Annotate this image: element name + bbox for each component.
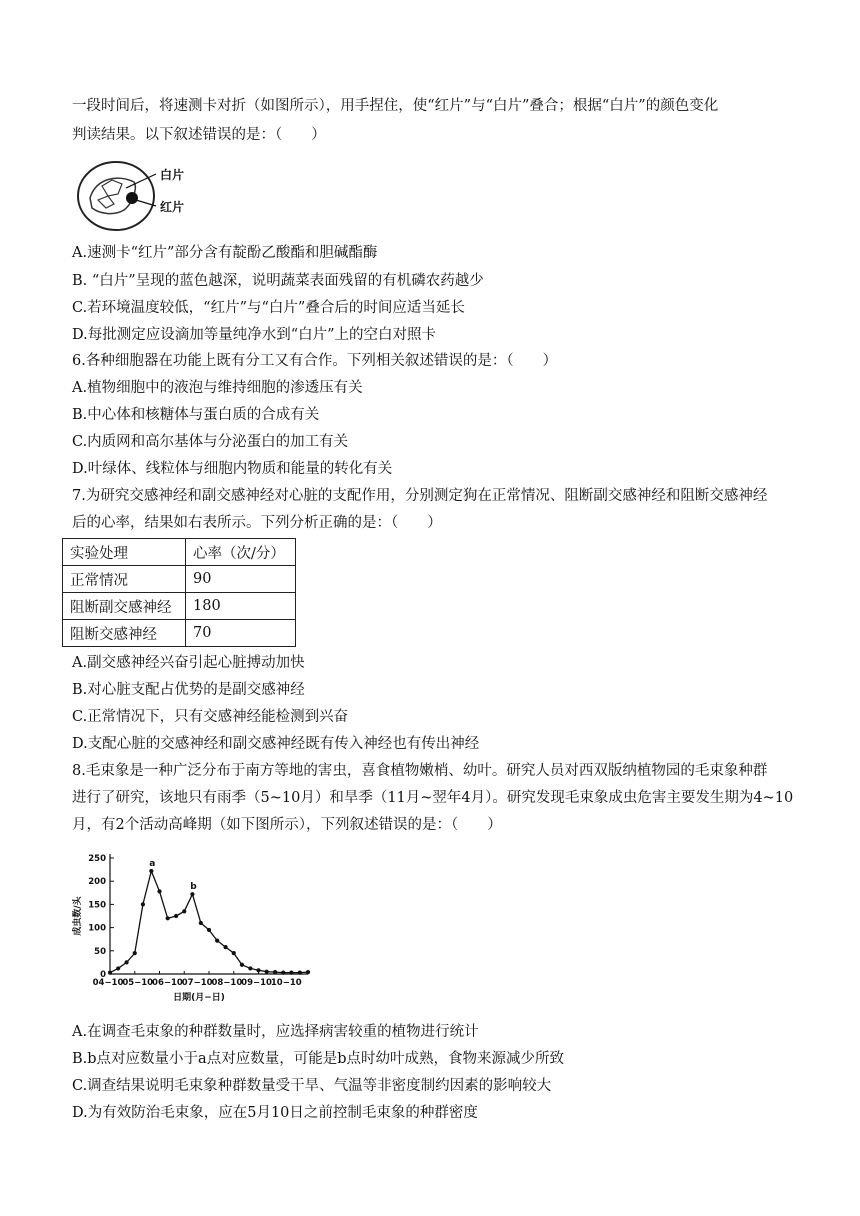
red-label: 红片 [160, 200, 185, 214]
table-header-row [63, 539, 296, 566]
q7-stem-line1: 7.为研究交感神经和副交感神经对心脏的支配作用，分别测定狗在正常情况、阻断副交感神经和阻断交感神经 [72, 488, 768, 504]
q5-option-a: A.速测卡“红片”部分含有靛酚乙酸酯和胆碱酯酶 [72, 245, 378, 261]
data-point [108, 971, 112, 975]
data-point [141, 902, 145, 906]
data-point [298, 971, 302, 975]
q6-option-d: D.叶绿体、线粒体与细胞内物质和能量的转化有关 [72, 461, 393, 477]
q7-option-d: D.支配心脏的交感神经和副交感神经既有传入神经也有传出神经 [72, 736, 480, 752]
x-axis-label: 日期(月−日) [173, 993, 225, 1003]
data-point [166, 916, 170, 920]
data-point [240, 963, 244, 967]
peak-annotation-b: b [190, 882, 197, 893]
series-line [110, 871, 308, 973]
x-tick-label: 07−10 [181, 978, 213, 988]
table-row [63, 566, 296, 593]
q8-stem-line3: 月，有2个活动高峰期（如下图所示），下列叙述错误的是：（ ） [72, 817, 502, 833]
q6-option-b: B.中心体和核糖体与蛋白质的合成有关 [72, 407, 320, 423]
q7-option-b: B.对心脏支配占优势的是副交感神经 [72, 682, 305, 698]
q8-stem-line1: 8.毛束象是一种广泛分布于南方等地的害虫，喜食植物嫩梢、幼叶。研究人员对西双版纳植物园的毛束象种群 [72, 763, 768, 779]
q6-option-a: A.植物细胞中的液泡与维持细胞的渗透压有关 [72, 380, 363, 396]
table-cell: 正常情况 [63, 566, 186, 593]
data-point [265, 970, 269, 974]
y-tick-label: 150 [88, 900, 106, 911]
q5-option-b: B. “白片”呈现的蓝色越深，说明蔬菜表面残留的有机磷农药越少 [72, 273, 484, 289]
x-tick-label: 09−10 [241, 978, 272, 988]
red-patch [126, 192, 138, 204]
y-axis-label: 成虫数/头 [73, 896, 83, 936]
q6-option-c: C.内质网和高尔基体与分泌蛋白的加工有关 [72, 434, 349, 450]
y-tick-label: 200 [88, 877, 106, 888]
q8-stem-line2: 进行了研究，该地只有雨季（5~10月）和旱季（11月~翌年4月）。研究发现毛束象成虫危害主要发生期为4~10 [72, 790, 794, 806]
data-point [116, 966, 120, 970]
table-cell: 90 [186, 566, 296, 593]
table-header-cell: 心率（次/分） [186, 539, 296, 566]
data-point [215, 938, 219, 942]
q5-option-c: C.若环境温度较低，“红片”与“白片”叠合后的时间应适当延长 [72, 300, 465, 316]
x-tick-label: 04−10 [92, 978, 124, 988]
q7-option-a: A.副交感神经兴奋引起心脏搏动加快 [72, 655, 305, 671]
heart-rate-table [62, 538, 296, 647]
data-point [149, 869, 153, 873]
x-tick-label: 10−10 [270, 978, 302, 988]
data-point [157, 889, 161, 893]
q8-option-a: A.在调查毛束象的种群数量时，应选择病害较重的植物进行统计 [72, 1024, 479, 1040]
data-point [190, 892, 194, 896]
data-point [199, 921, 203, 925]
q8-option-d: D.为有效防治毛束象，应在5月10日之前控制毛束象的种群密度 [72, 1105, 478, 1121]
white-label: 白片 [160, 168, 185, 182]
y-tick-label: 100 [88, 923, 106, 934]
y-tick-label: 250 [88, 854, 106, 864]
data-point [174, 914, 178, 918]
test-card-figure [74, 156, 204, 236]
data-point [248, 966, 252, 970]
table-row [63, 620, 296, 647]
x-tick-label: 05−10 [122, 978, 154, 988]
q7-option-c: C.正常情况下，只有交感神经能检测到兴奋 [72, 709, 349, 725]
table-cell: 阻断交感神经 [63, 620, 186, 647]
population-line-chart [70, 848, 320, 1010]
q5-option-d: D.每批测定应设滴加等量纯净水到“白片”上的空白对照卡 [72, 327, 437, 343]
card-outline [78, 162, 154, 230]
table-row [63, 593, 296, 620]
data-point [289, 971, 293, 975]
y-tick-label: 0 [100, 970, 106, 980]
q5-intro-line2: 判读结果。以下叙述错误的是：（ ） [72, 127, 326, 143]
data-point [232, 951, 236, 955]
q5-intro-line1: 一段时间后，将速测卡对折（如图所示），用手捏住，使“红片”与“白片”叠合；根据“白片”的颜色变化 [72, 98, 719, 114]
data-point [133, 951, 137, 955]
data-point [306, 970, 310, 974]
q7-stem-line2: 后的心率，结果如右表所示。下列分析正确的是：（ ） [72, 515, 442, 531]
data-point [124, 960, 128, 964]
table-cell: 70 [186, 620, 296, 647]
data-point [207, 928, 211, 932]
data-point [223, 945, 227, 949]
x-tick-label: 08−10 [211, 978, 243, 988]
table-header-cell: 实验处理 [63, 539, 186, 566]
data-point [281, 971, 285, 975]
data-point [182, 909, 186, 913]
q8-option-b: B.b点对应数量小于a点对应数量，可能是b点时幼叶成熟，食物来源减少所致 [72, 1051, 564, 1067]
x-tick-label: 06−10 [152, 978, 183, 988]
data-point [273, 970, 277, 974]
q6-stem: 6.各种细胞器在功能上既有分工又有合作。下列相关叙述错误的是：（ ） [72, 353, 558, 369]
data-point [256, 968, 260, 972]
y-tick-label: 50 [94, 946, 106, 957]
table-cell: 180 [186, 593, 296, 620]
peak-annotation-a: a [149, 858, 156, 869]
q8-option-c: C.调查结果说明毛束象种群数量受干旱、气温等非密度制约因素的影响较大 [72, 1078, 552, 1094]
table-cell: 阻断副交感神经 [63, 593, 186, 620]
